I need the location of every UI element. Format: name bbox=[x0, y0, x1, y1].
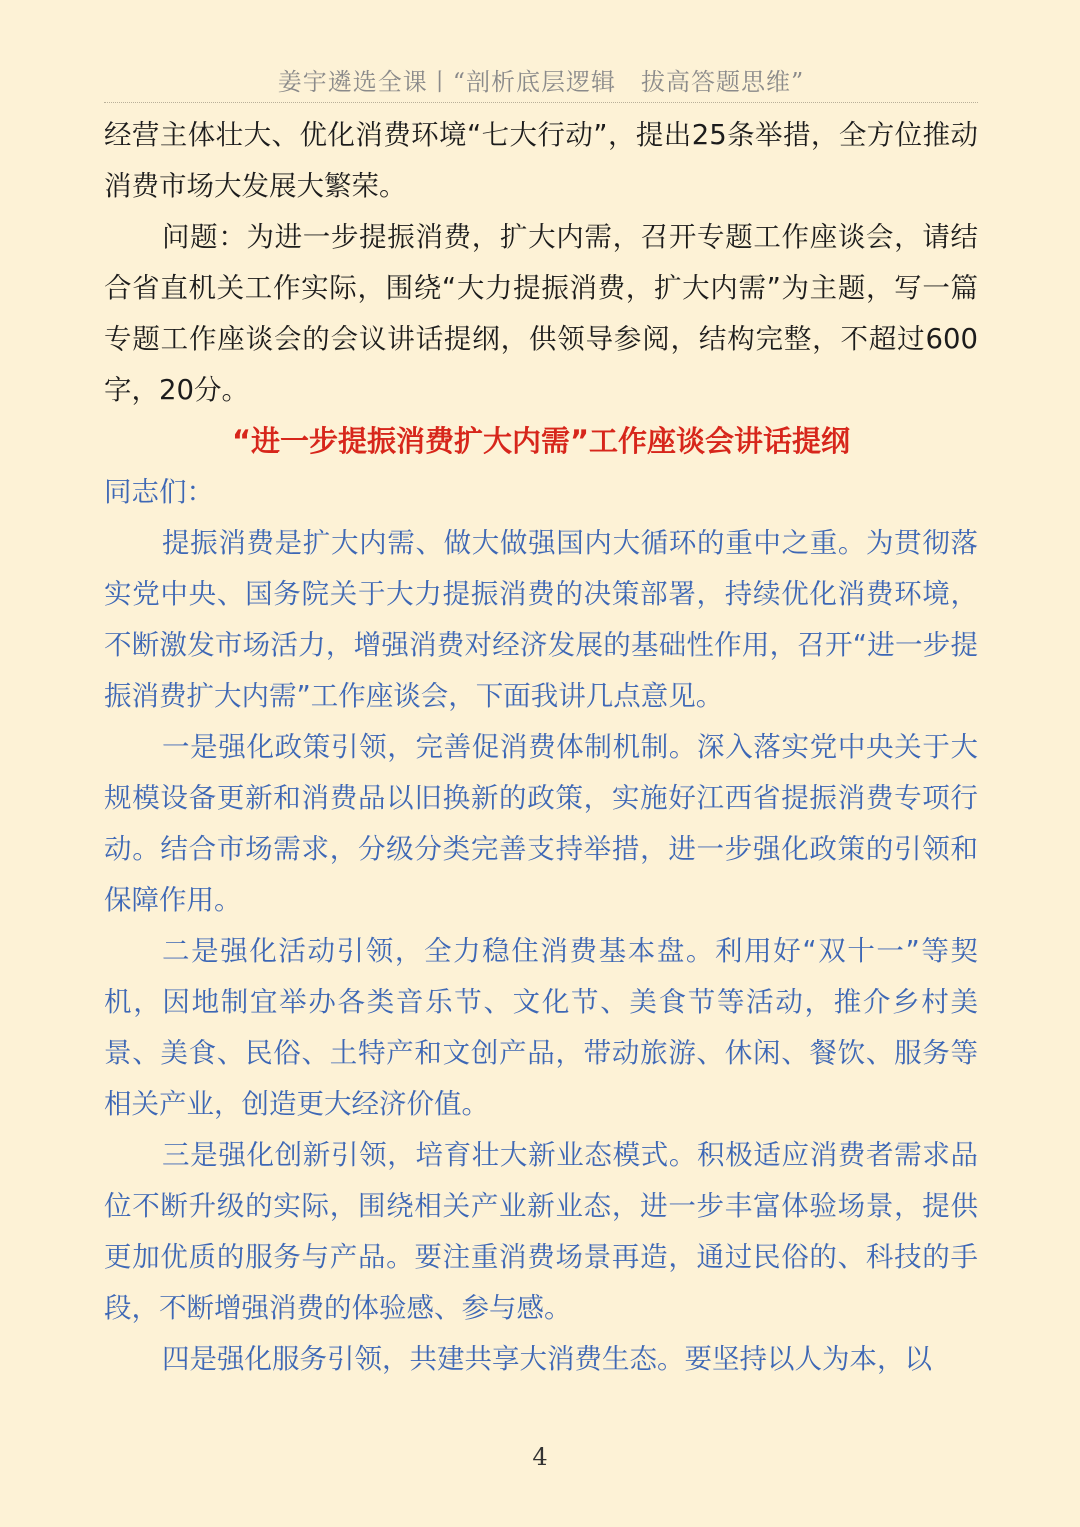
answer-point-2: 二是强化活动引领，全力稳住消费基本盘。利用好“双十一”等契机，因地制宜举办各类音乐节、文化节、美食节等活动，推介乡村美景、美食、民俗、土特产和文创产品，带动旅游、休闲、餐饮、服务等相关产业，创造更大经济价值。 bbox=[104, 935, 978, 1120]
page-body bbox=[104, 110, 978, 1385]
header-divider bbox=[104, 102, 978, 103]
answer-point-3: 三是强化创新引领，培育壮大新业态模式。积极适应消费者需求品位不断升级的实际，围绕相关产业新业态，进一步丰富体验场景，提供更加优质的服务与产品。要注重消费场景再造，通过民俗的、科技的手段，不断增强消费的体验感、参与感。 bbox=[104, 1139, 978, 1324]
page-number: 4 bbox=[532, 1443, 548, 1471]
paragraph-context: 经营主体壮大、优化消费环境“七大行动”，提出25条举措，全方位推动消费市场大发展大繁荣。 bbox=[104, 119, 978, 202]
answer-salutation: 同志们： bbox=[104, 476, 214, 508]
paragraph-question: 问题：为进一步提振消费，扩大内需，召开专题工作座谈会，请结合省直机关工作实际，围绕“大力提振消费，扩大内需”为主题，写一篇专题工作座谈会的会议讲话提纲，供领导参阅，结构完整，不超过600字，20分。 bbox=[104, 221, 978, 406]
answer-intro: 提振消费是扩大内需、做大做强国内大循环的重中之重。为贯彻落实党中央、国务院关于大力提振消费的决策部署，持续优化消费环境，不断激发市场活力，增强消费对经济发展的基础性作用，召开“进一步提振消费扩大内需”工作座谈会，下面我讲几点意见。 bbox=[104, 527, 978, 712]
answer-point-1: 一是强化政策引领，完善促消费体制机制。深入落实党中央关于大规模设备更新和消费品以旧换新的政策，实施好江西省提振消费专项行动。结合市场需求，分级分类完善支持举措，进一步强化政策的引领和保障作用。 bbox=[104, 731, 978, 916]
answer-title: “进一步提振消费扩大内需”工作座谈会讲话提纲 bbox=[231, 424, 851, 458]
answer-point-4: 四是强化服务引领，共建共享大消费生态。要坚持以人为本，以 bbox=[162, 1343, 932, 1375]
running-header: 姜宇遴选全课丨“剖析底层逻辑 拔高答题思维” bbox=[277, 68, 805, 96]
